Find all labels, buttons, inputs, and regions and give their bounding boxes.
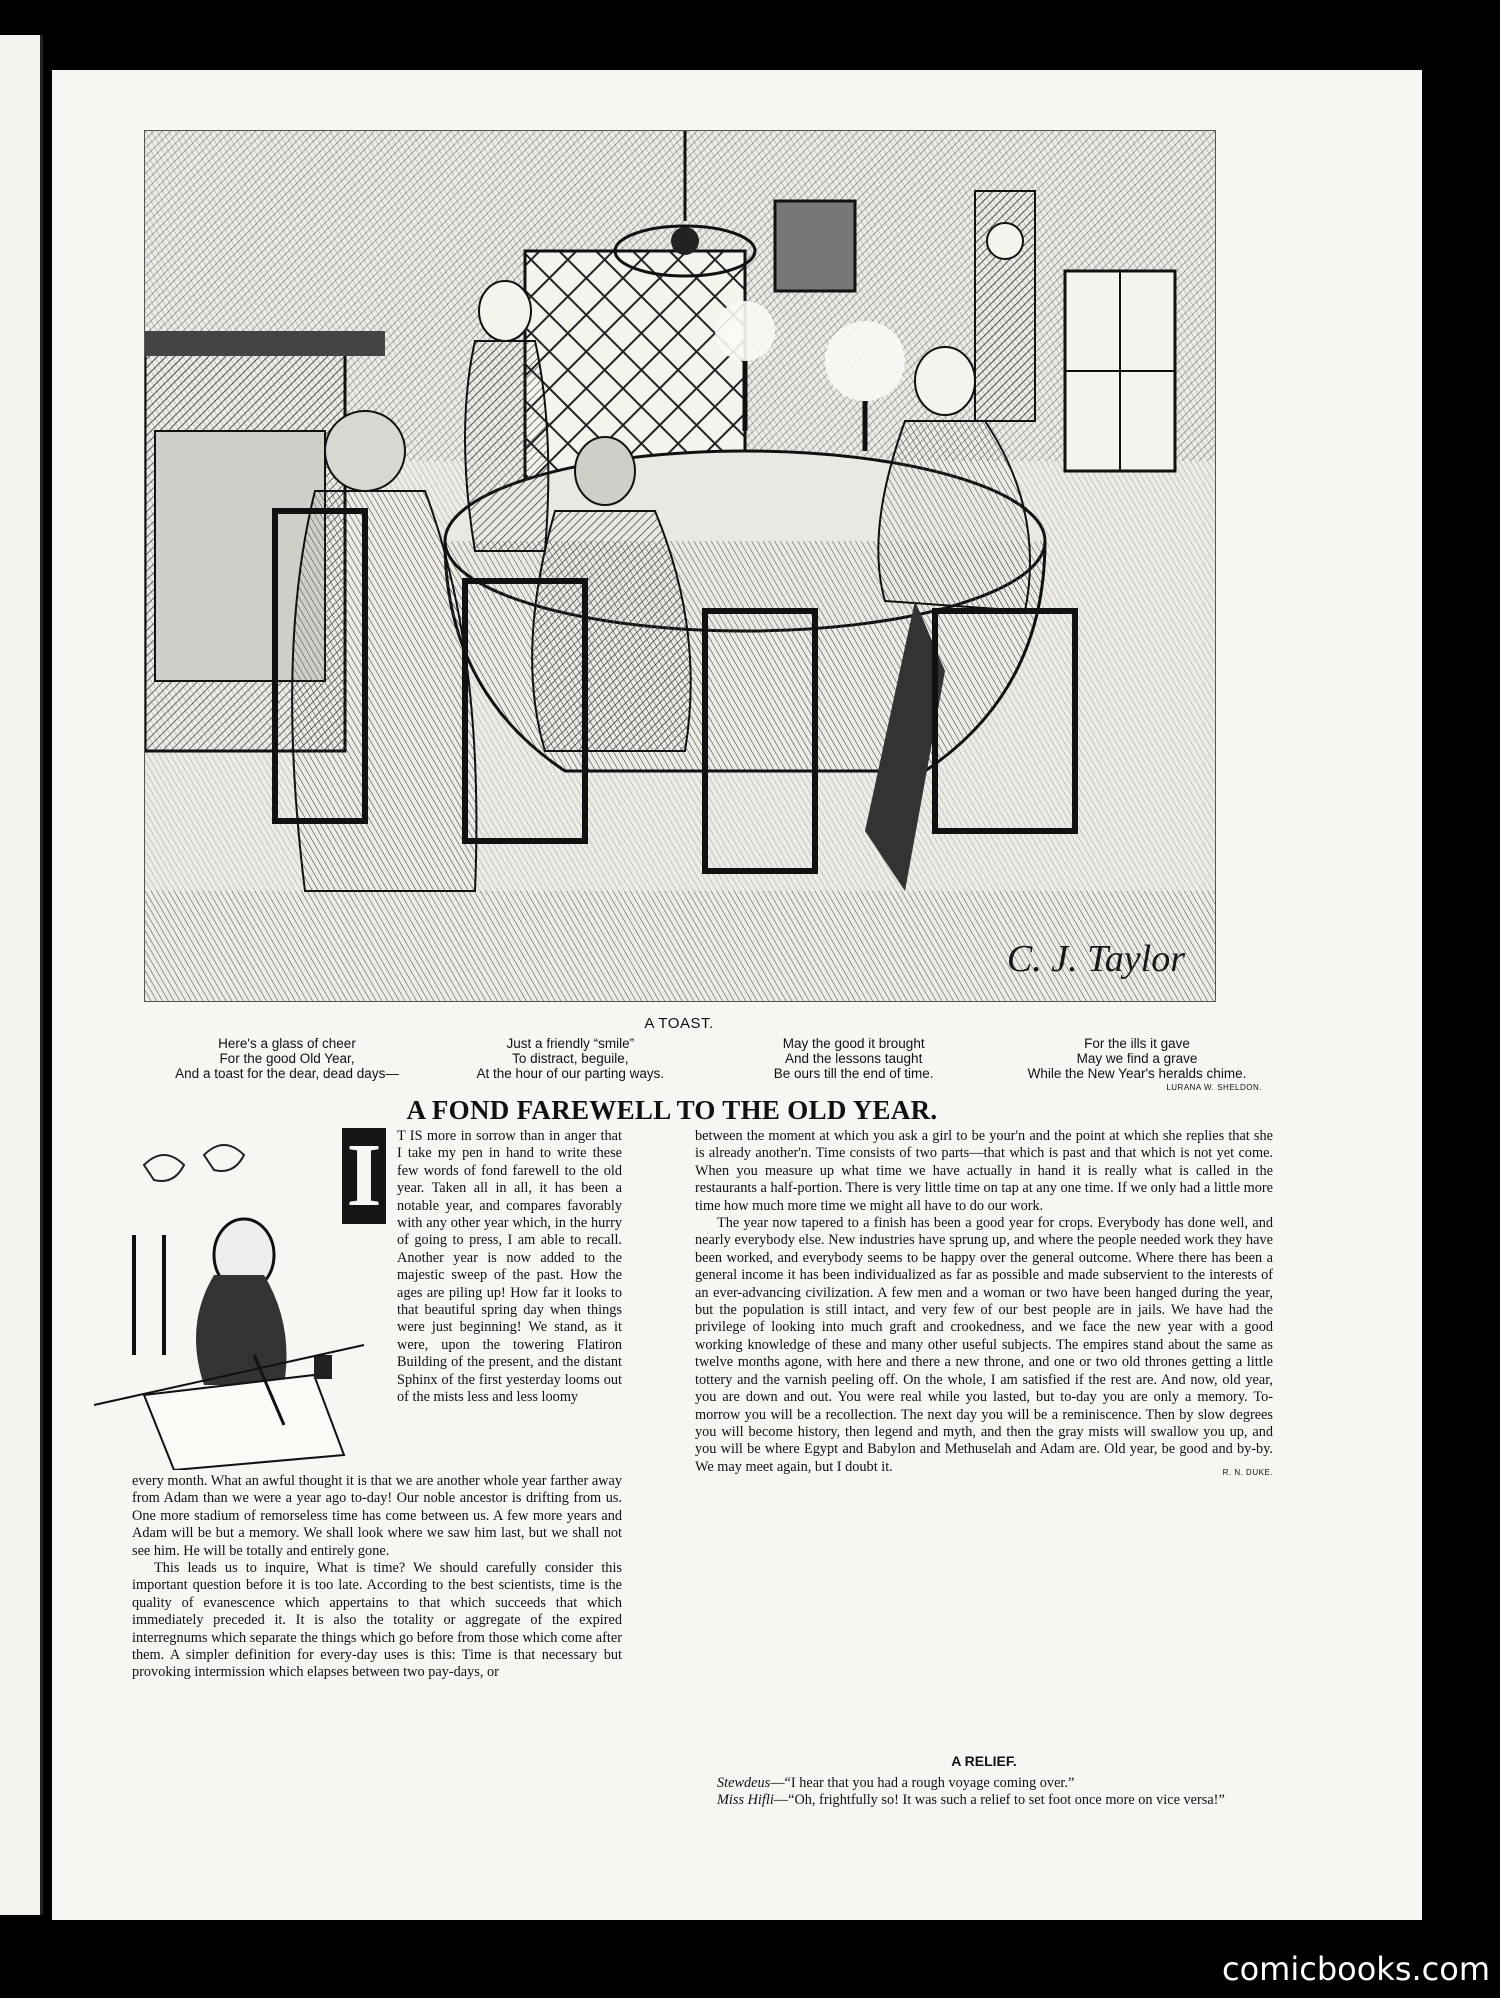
- article-paragraph: T IS more in sorrow than in anger that I take my pen in hand to write these few words of fond farewell to the old year. Taken all in all, it has been a notable year, and compares favorably with any other year which, in the hurry of going to press, I am able to recall. Another year is now added to the majestic sweep of the past. How the ages are piling up! How far it looks to that beautiful spring day when things were just beginning! We stand, as it were, upon the towering Flatiron Building of the present, and the distant Sphinx of the first yesterday looms out of the mists less and less loomy: [397, 1128, 622, 1406]
- article-paragraph: between the moment at which you ask a girl to be your'n and the point at which she replies that she is already another'n. Time consists of two parts—that which is past and that which is not yet come. When you measure up what time we have actually in hand it is really what is called in the restaurants a half-portion. There is very little time on tap at any one time. If we only had a little more time how much more time we might all have to do our work.: [695, 1128, 1273, 1214]
- drop-cap: I: [342, 1128, 386, 1224]
- poem-line: For the ills it gave: [1084, 1036, 1190, 1051]
- article-column-2: [695, 1128, 1273, 1481]
- joke-text: —“I hear that you had a rough voyage coming over.”: [770, 1775, 1075, 1791]
- article-headline: A FOND FAREWELL TO THE OLD YEAR.: [406, 1095, 938, 1125]
- artist-signature: C. J. Taylor: [1006, 938, 1185, 980]
- article-author: R. N. DUKE.: [1222, 1467, 1273, 1477]
- article-column-1-top: [397, 1128, 622, 1407]
- writer-drawing: [84, 1125, 384, 1470]
- speaker-name: Miss Hifli: [717, 1792, 774, 1809]
- article-paragraph-text: The year now tapered to a finish has been a good year for crops. Everybody has done well, and nearly everybody else. New industries have sprung up, and where the people needed work they have been worked, and everybody seems to be happy over the general outcome. Where there has been a general income it has been individualized as far as possible and made subservient to the interests of an ever-advancing civilization. A few men and a woman or two have been hanged during the year, but the population is still intact, and very few of our best people are in jails. We have had the privilege of looking into much graft and crookedness, and we face the new year with a good working knowledge of these and many other useful subjects. The empires stand about the same as twelve months agone, with here and there a new throne, and one or two old thrones getting a little tottery and the varnish peeling off. On the whole, I am satisfied if the rest are. And now, old year, you are down and out. You were real while you lasted, but to-day you are only a memory. To-morrow you will be a recollection. The next day you will be a reminiscence. Then by slow degrees you will become history, then legend and myth, and then the gray mists will swallow you up, and you will be where Egypt and Babylon and Methuselah and Adam are. Old year, be good and by-by. We may meet again, but I doubt it.: [695, 1215, 1273, 1475]
- magazine-page: [52, 70, 1422, 1920]
- joke-line: [695, 1775, 1273, 1792]
- adjacent-page-edge: [0, 35, 43, 1915]
- poem-line: May the good it brought: [782, 1036, 925, 1051]
- poem-stanza: [435, 1036, 705, 1081]
- poem-line: Just a friendly “smile”: [506, 1036, 635, 1051]
- article-paragraph: every month. What an awful thought it is that we are another whole year farther away from Adam than we were a year ago to-day! Our noble ancestor is drifting from us. One more stadium of remorseless time has come between us. A few more years and Adam will be but a memory. We shall look where we saw him last, but we shall not see him. He will be totally and entirely gone.: [132, 1473, 622, 1559]
- joke-text: —“Oh, frightfully so! It was such a relief to set foot once more on vice versa!”: [773, 1792, 1225, 1809]
- source-watermark: comicbooks.com: [1222, 1950, 1491, 1988]
- poem-title: A TOAST.: [644, 1015, 714, 1032]
- article-column-1-bottom: [132, 1473, 622, 1682]
- dinner-party-illustration: [144, 130, 1216, 1002]
- poem-line: May we find a grave: [1076, 1051, 1198, 1066]
- poem-stanzas: [152, 1036, 1272, 1081]
- poem-line: For the good Old Year,: [219, 1051, 355, 1066]
- speaker-name: Stewdeus: [717, 1775, 771, 1791]
- poem-stanza: [719, 1036, 989, 1081]
- article-paragraph: This leads us to inquire, What is time? We should carefully consider this important question before it is too late. According to the best scientists, time is the quality of evanescence which appertains to that which succeeds that which immediately preceded it. It is also the totality or aggregate of the expired interregnums which separate the things which go before from those which come after them. A simpler definition for every-day uses is this: Time is that necessary but provoking intermission which elapses between two pay-days, or: [132, 1560, 622, 1681]
- poem-line: Here's a glass of cheer: [218, 1036, 356, 1051]
- poem-line: At the hour of our parting ways.: [476, 1066, 665, 1081]
- poem-line: To distract, beguile,: [512, 1051, 629, 1066]
- poem-stanza: [152, 1036, 422, 1081]
- poem-author: LURANA W. SHELDON.: [1166, 1083, 1262, 1092]
- poem-line: While the New Year's heralds chime.: [1027, 1066, 1247, 1081]
- dinner-scene-drawing: [145, 131, 1215, 1001]
- relief-joke: [695, 1775, 1273, 1810]
- poem-line: And a toast for the dear, dead days—: [175, 1066, 399, 1081]
- poem-line: Be ours till the end of time.: [773, 1066, 934, 1081]
- joke-line: [695, 1792, 1273, 1809]
- poem-stanza: [1002, 1036, 1272, 1081]
- article-paragraph: [695, 1215, 1273, 1476]
- writer-sketch-illustration: [84, 1125, 384, 1470]
- poem-line: And the lessons taught: [784, 1051, 923, 1066]
- relief-title: A RELIEF.: [951, 1753, 1017, 1769]
